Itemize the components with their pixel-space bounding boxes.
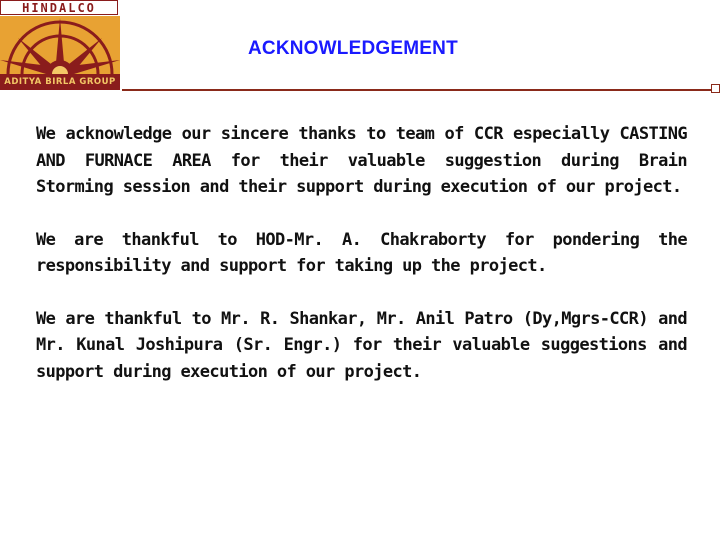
- paragraph-ccr-thanks: We acknowledge our sincere thanks to team of CCR especially CASTING AND FURNACE AREA for their valuable suggestion during Brain Storming session and their support during execution of our project.: [36, 124, 687, 197]
- header-divider: [122, 89, 720, 91]
- acknowledgement-body: [36, 121, 687, 411]
- sunrise-emblem-icon: [0, 16, 120, 74]
- company-logo: [0, 0, 120, 90]
- page-title: ACKNOWLEDGEMENT: [248, 38, 458, 59]
- paragraph-hod-thanks: We are thankful to HOD-Mr. A. Chakraborty for pondering the responsibility and support for taking up the project.: [36, 229, 687, 276]
- divider-end-square: [711, 84, 720, 93]
- logo-group-text: ADITYA BIRLA GROUP: [0, 74, 120, 90]
- logo-brand-text: HINDALCO: [0, 0, 118, 15]
- paragraph-engineers-thanks: We are thankful to Mr. R. Shankar, Mr. Anil Patro (Dy,Mgrs-CCR) and Mr. Kunal Joshipura (Sr. Engr.) for their valuable suggestions and support during execution of our project.: [36, 308, 687, 382]
